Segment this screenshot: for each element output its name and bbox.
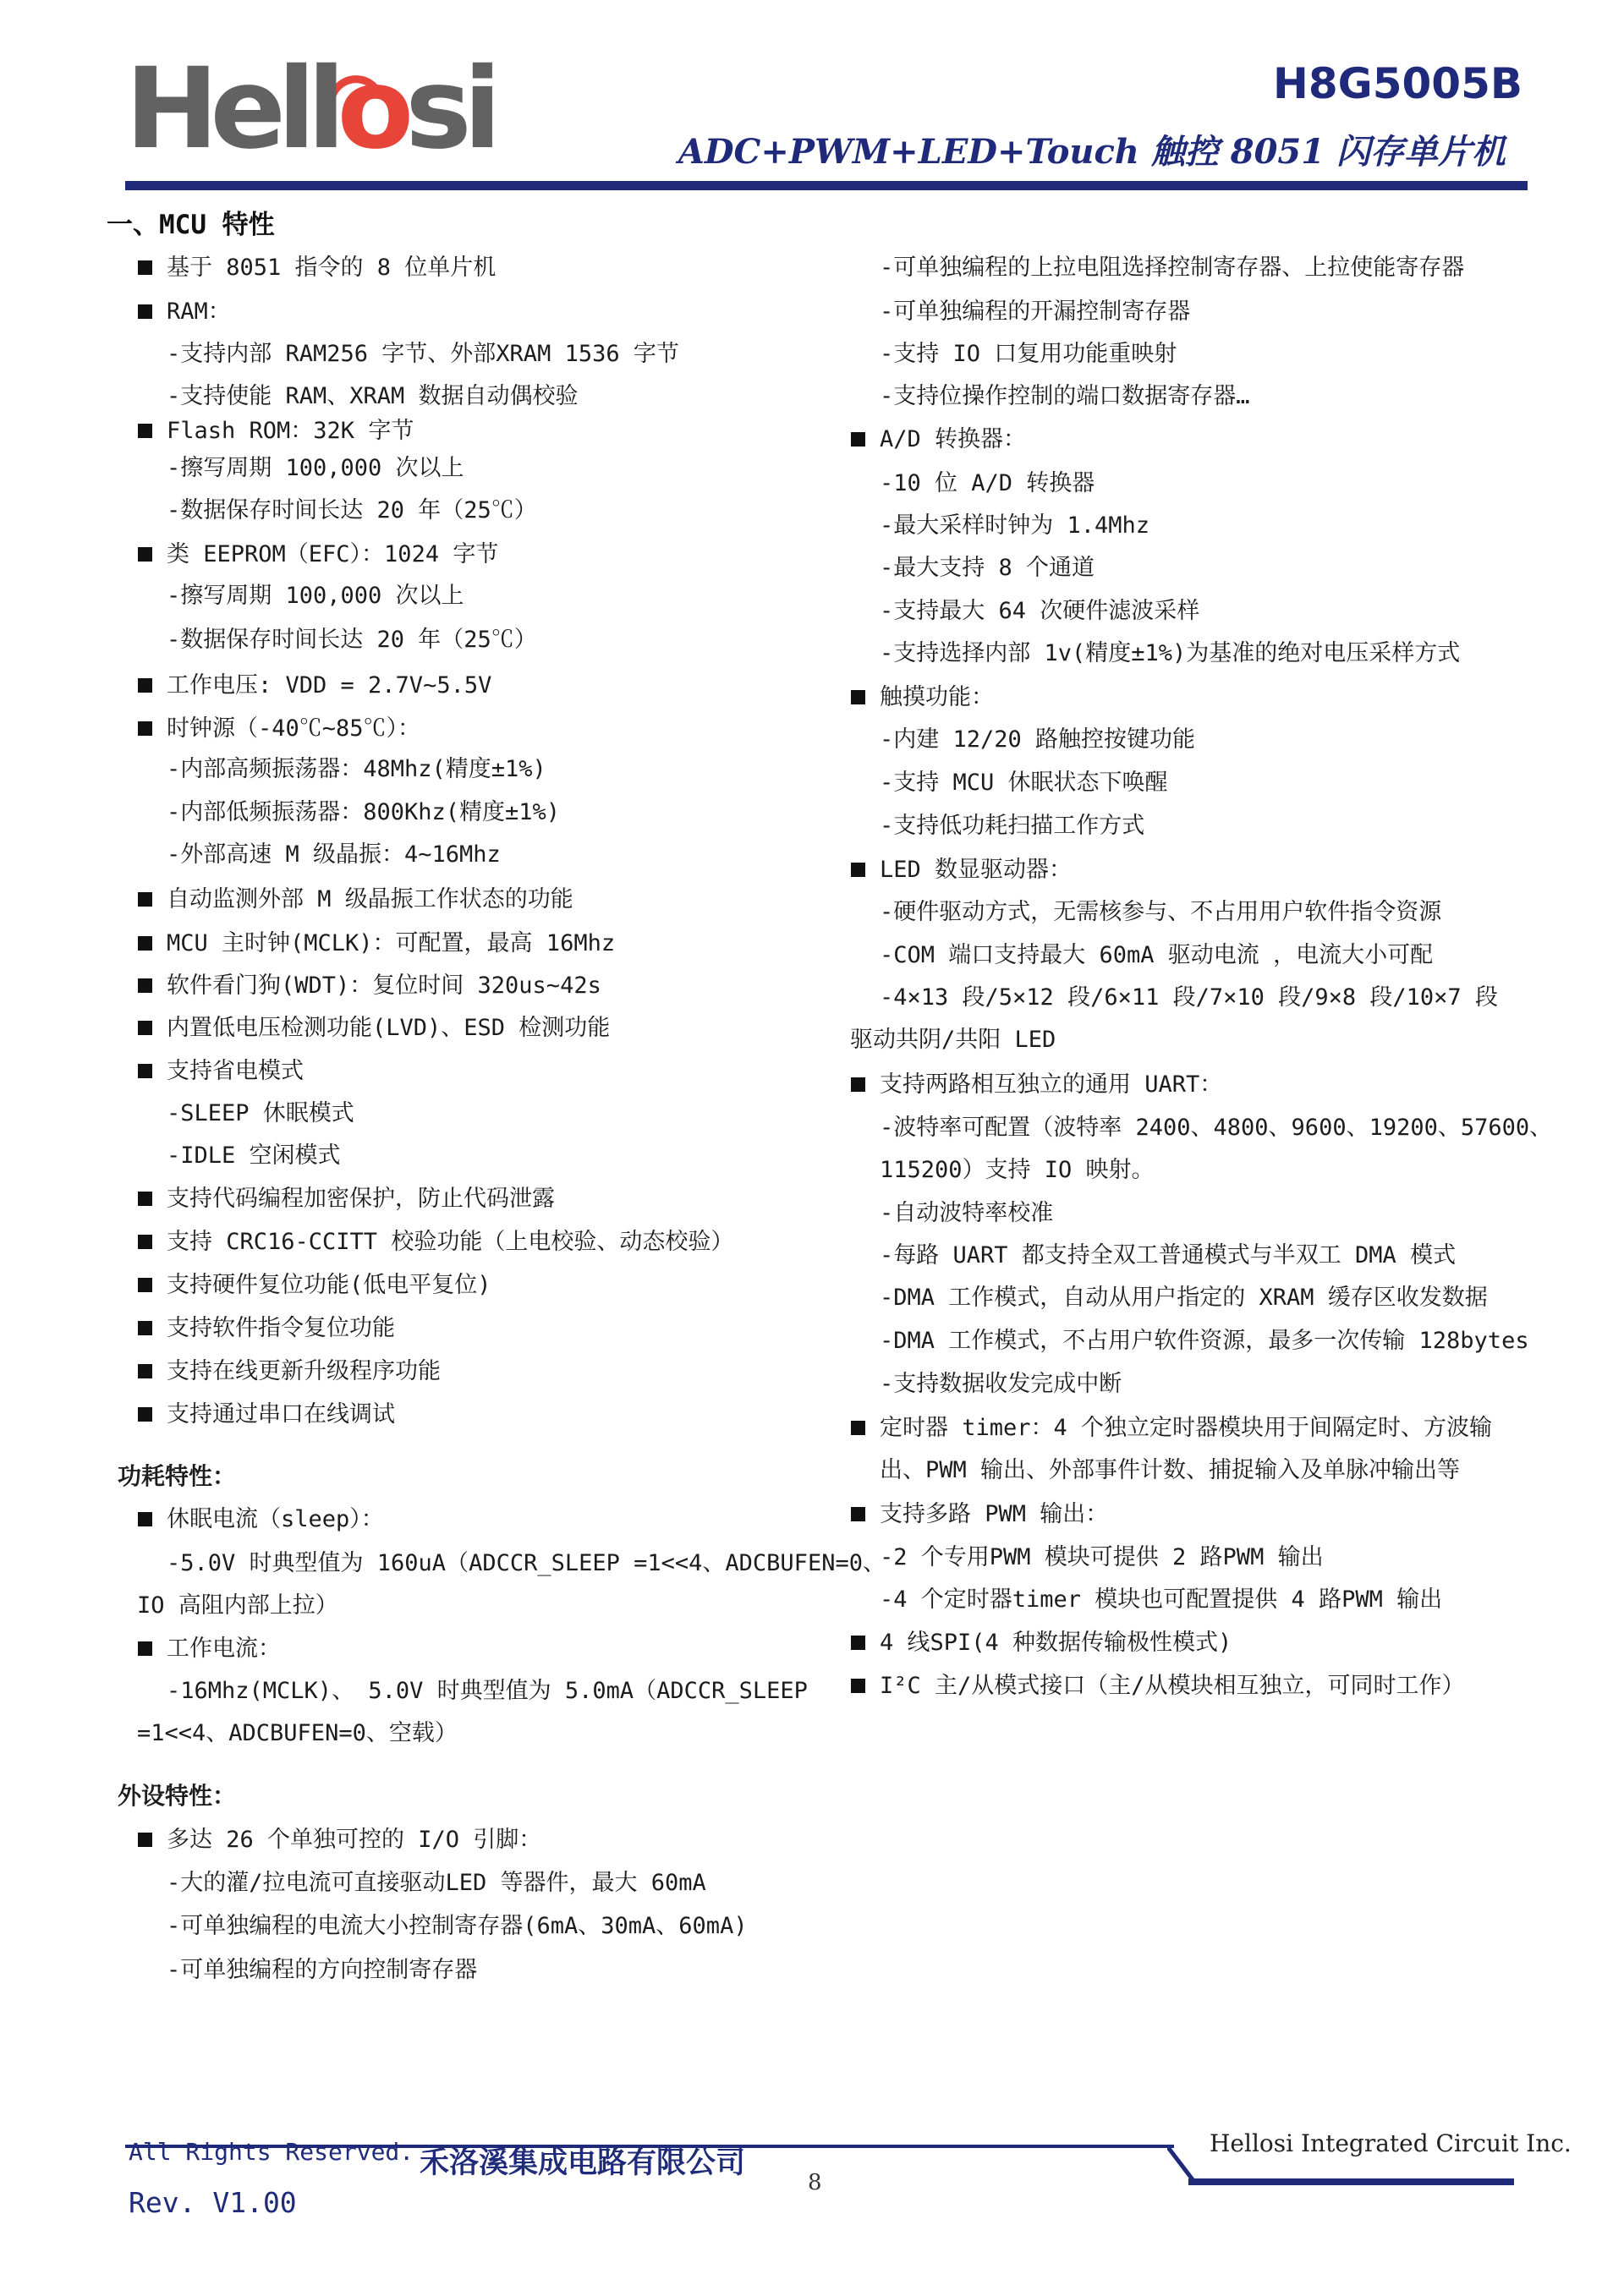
feature-bullet-item: 类 EEPROM（EFC）：1024 字节 — [167, 541, 499, 567]
company-logo — [125, 44, 494, 174]
feature-bullet-item: 基于 8051 指令的 8 位单片机 — [167, 255, 497, 281]
feature-bullet-item: 支持代码编程加密保护，防止代码泄露 — [167, 1186, 555, 1212]
feature-detail-line: -16Mhz(MCLK)、 5.0V 时典型值为 5.0mA（ADCCR_SLEEP — [167, 1678, 808, 1704]
feature-detail-line: -2 个专用PWM 模块可提供 2 路PWM 输出 — [880, 1544, 1324, 1570]
feature-detail-line: -最大支持 8 个通道 — [880, 555, 1095, 581]
feature-bullet-item: MCU 主时钟(MCLK)：可配置，最高 16Mhz — [167, 930, 616, 956]
feature-bullet-item: 自动监测外部 M 级晶振工作状态的功能 — [167, 886, 573, 912]
feature-bullet-item: 多达 26 个单独可控的 I/O 引脚： — [167, 1827, 542, 1853]
feature-detail-line: -支持 MCU 休眠状态下唤醒 — [880, 770, 1168, 796]
feature-detail-line: -可单独编程的开漏控制寄存器 — [880, 299, 1191, 325]
feature-detail-line: -内建 12/20 路触控按键功能 — [880, 726, 1196, 753]
feature-bullet-item: 工作电压: VDD = 2.7V~5.5V — [167, 672, 492, 699]
feature-bullet-item: 软件看门狗(WDT)：复位时间 320us~42s — [167, 973, 601, 999]
feature-detail-line: -数据保存时间长达 20 年（25℃） — [167, 497, 537, 523]
feature-bullet-item: 支持两路相互独立的通用 UART： — [880, 1071, 1223, 1098]
document-subtitle: ADC+PWM+LED+Touch 触控 8051 闪存单片机 — [678, 132, 1506, 172]
feature-detail-line: -SLEEP 休眠模式 — [167, 1100, 354, 1126]
feature-detail-line: 驱动共阴/共阳 LED — [850, 1027, 1056, 1053]
feature-bullet-item: 时钟源（-40℃~85℃）： — [167, 715, 421, 742]
feature-bullet-item: RAM： — [167, 299, 231, 325]
feature-detail-line: -5.0V 时典型值为 160uA（ADCCR_SLEEP =1<<4、ADCBUFEN=0、 — [167, 1550, 886, 1576]
rights-notice: All Rights Reserved. — [129, 2138, 414, 2166]
section-title: 一、MCU 特性 — [107, 210, 275, 240]
subsection-heading: 功耗特性： — [118, 1462, 237, 1490]
revision-label: Rev. V1.00 — [129, 2186, 297, 2219]
feature-detail-line: -自动波特率校准 — [880, 1200, 1054, 1226]
feature-bullet-item: A/D 转换器： — [880, 426, 1027, 452]
feature-detail-line: -支持数据收发完成中断 — [880, 1371, 1122, 1397]
feature-bullet-item: 4 线SPI(4 种数据传输极性模式) — [880, 1630, 1232, 1656]
feature-detail-line: -4×13 段/5×12 段/6×11 段/7×10 段/9×8 段/10×7 段 — [880, 984, 1498, 1011]
feature-detail-line: -可单独编程的电流大小控制寄存器(6mA、30mA、60mA) — [167, 1913, 748, 1939]
feature-detail-line: -DMA 工作模式，不占用户软件资源，最多一次传输 128bytes — [880, 1328, 1529, 1354]
feature-bullet-item: 支持 CRC16-CCITT 校验功能（上电校验、动态校验） — [167, 1229, 734, 1255]
feature-bullet-item: 支持省电模式 — [167, 1058, 304, 1084]
feature-detail-line: IO 高阻内部上拉） — [137, 1592, 338, 1619]
company-name-cn: 禾洛溪集成电路有限公司 — [420, 2146, 746, 2180]
feature-bullet-item: 支持通过串口在线调试 — [167, 1401, 395, 1427]
part-number: H8G5005B — [1273, 59, 1522, 108]
feature-detail-line: -波特率可配置（波特率 2400、4800、9600、19200、57600、 — [880, 1115, 1553, 1141]
feature-detail-line: 出、PWM 输出、外部事件计数、捕捉输入及单脉冲输出等 — [880, 1457, 1461, 1483]
header-divider — [125, 181, 1528, 190]
feature-detail-line: -支持最大 64 次硬件滤波采样 — [880, 598, 1200, 624]
feature-bullet-item: LED 数显驱动器： — [880, 857, 1073, 883]
feature-detail-line: -外部高速 M 级晶振：4~16Mhz — [167, 841, 501, 868]
feature-detail-line: -支持使能 RAM、XRAM 数据自动偶校验 — [167, 383, 579, 409]
company-name-en: Hellosi Integrated Circuit Inc. — [1210, 2129, 1572, 2157]
feature-detail-line: -最大采样时钟为 1.4Mhz — [880, 512, 1150, 539]
feature-bullet-item: 休眠电流（sleep）： — [167, 1506, 384, 1532]
logo-wordmark: Hellosi — [125, 44, 494, 174]
feature-bullet-item: Flash ROM：32K 字节 — [167, 418, 414, 444]
feature-detail-line: -可单独编程的上拉电阻选择控制寄存器、上拉使能寄存器 — [880, 255, 1465, 281]
footer-divider-lower — [1188, 2178, 1514, 2185]
feature-bullet-item: 支持多路 PWM 输出： — [880, 1501, 1109, 1527]
feature-bullet-item: 支持硬件复位功能(低电平复位) — [167, 1272, 491, 1298]
feature-detail-line: -支持内部 RAM256 字节、外部XRAM 1536 字节 — [167, 341, 679, 367]
feature-detail-line: -数据保存时间长达 20 年（25℃） — [167, 627, 537, 653]
feature-detail-line: -支持位操作控制的端口数据寄存器… — [880, 383, 1250, 409]
feature-detail-line: -可单独编程的方向控制寄存器 — [167, 1957, 478, 1983]
feature-detail-line: -4 个定时器timer 模块也可配置提供 4 路PWM 输出 — [880, 1586, 1443, 1613]
feature-detail-line: -IDLE 空闲模式 — [167, 1143, 341, 1169]
feature-detail-line: -支持 IO 口复用功能重映射 — [880, 341, 1177, 367]
feature-detail-line: -大的灌/拉电流可直接驱动LED 等器件，最大 60mA — [167, 1870, 706, 1896]
feature-detail-line: =1<<4、ADCBUFEN=0、空载） — [137, 1720, 458, 1746]
feature-bullet-item: I²C 主/从模式接口（主/从模块相互独立，可同时工作） — [880, 1673, 1465, 1699]
feature-detail-line: -支持选择内部 1v(精度±1%)为基准的绝对电压采样方式 — [880, 640, 1461, 666]
feature-detail-line: -每路 UART 都支持全双工普通模式与半双工 DMA 模式 — [880, 1242, 1457, 1269]
feature-bullet-item: 触摸功能： — [880, 684, 994, 710]
feature-bullet-item: 定时器 timer：4 个独立定时器模块用于间隔定时、方波输 — [880, 1415, 1493, 1441]
feature-bullet-item: 支持软件指令复位功能 — [167, 1315, 395, 1341]
feature-detail-line: -内部低频振荡器：800Khz(精度±1%) — [167, 799, 561, 825]
feature-detail-line: -10 位 A/D 转换器 — [880, 470, 1095, 496]
feature-bullet-item: 支持在线更新升级程序功能 — [167, 1358, 441, 1384]
feature-detail-line: -COM 端口支持最大 60mA 驱动电流 ，电流大小可配 — [880, 942, 1434, 968]
subsection-heading: 外设特性： — [118, 1782, 237, 1810]
feature-detail-line: 115200）支持 IO 映射。 — [880, 1157, 1155, 1183]
feature-detail-line: -内部高频振荡器：48Mhz(精度±1%) — [167, 756, 546, 782]
feature-bullet-item: 工作电流： — [167, 1636, 281, 1662]
feature-detail-line: -DMA 工作模式，自动从用户指定的 XRAM 缓存区收发数据 — [880, 1285, 1488, 1311]
feature-detail-line: -硬件驱动方式，无需核参与、不占用用户软件指令资源 — [880, 899, 1442, 925]
feature-detail-line: -擦写周期 100,000 次以上 — [167, 583, 464, 609]
feature-detail-line: -擦写周期 100,000 次以上 — [167, 455, 464, 481]
feature-detail-line: -支持低功耗扫描工作方式 — [880, 813, 1145, 839]
feature-bullet-item: 内置低电压检测功能(LVD)、ESD 检测功能 — [167, 1015, 611, 1041]
page-number: 8 — [808, 2170, 822, 2195]
